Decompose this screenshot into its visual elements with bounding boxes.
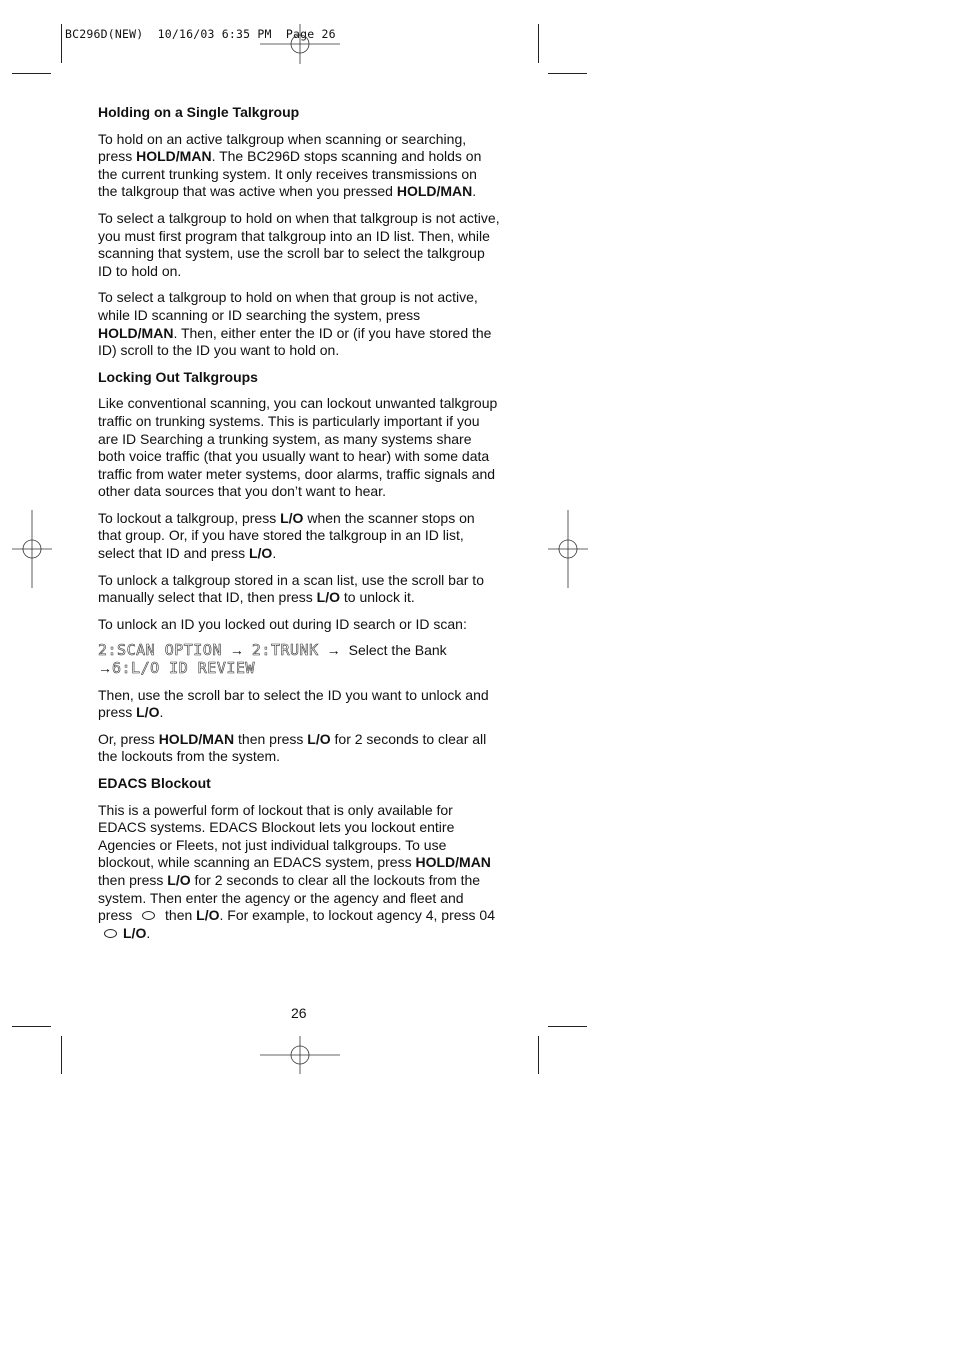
printer-slug: BC296D(NEW) 10/16/03 6:35 PM Page 26 <box>65 27 336 41</box>
heading-locking: Locking Out Talkgroups <box>98 368 258 385</box>
locking-paragraph-2: To lockout a talkgroup, press L/O when the scanner stops on that group. Or, if you have stored the talkgroup in an ID list, select that ID and press L/O. <box>98 509 475 562</box>
lcd-menu-trunk: 2:TRUNK <box>251 641 319 660</box>
select-bank-text: Select the Bank <box>348 642 447 659</box>
lo-key: L/O <box>196 907 220 924</box>
lo-key: L/O <box>280 509 304 526</box>
enter-key-icon <box>104 929 117 938</box>
lo-key: L/O <box>123 924 147 941</box>
registration-mark-top <box>260 24 340 64</box>
locking-paragraph-3: To unlock a talkgroup stored in a scan list, use the scroll bar to manually select that ID, then press L/O to unlock it. <box>98 571 484 606</box>
crop-mark-top-right-h <box>548 73 587 74</box>
locking-paragraph-1: Like conventional scanning, you can lockout unwanted talkgroup traffic on trunking systems. This is particularly important if you are ID Searching a trunking system, as many systems share both voice traffic (that you usually want to hear) with some data traffic from water meter systems, door alarms, traffic signals and other data sources that you don’t want to hear. <box>98 395 498 500</box>
locking-paragraph-5: Then, use the scroll bar to select the ID you want to unlock and press L/O. <box>98 686 489 721</box>
crop-mark-bottom-right-h <box>548 1026 587 1027</box>
holding-paragraph-3: To select a talkgroup to hold on when that group is not active, while ID scanning or ID searching the system, press HOLD/MAN. Then, either enter the ID or (if you have stored the ID) scroll to the ID you want to hold on. <box>98 289 492 359</box>
locking-paragraph-6: Or, press HOLD/MAN then press L/O for 2 seconds to clear all the lockouts from the system. <box>98 730 487 765</box>
lcd-menu-lo-id-review: 6:L/O ID REVIEW <box>112 659 255 678</box>
lo-key: L/O <box>167 871 191 888</box>
crop-mark-top-left-h <box>12 73 51 74</box>
crop-mark-bottom-left-h <box>12 1026 51 1027</box>
page-number: 26 <box>291 1005 307 1021</box>
hold-man-key: HOLD/MAN <box>136 148 212 165</box>
locking-paragraph-4: To unlock an ID you locked out during ID search or ID scan: <box>98 615 467 632</box>
arrow-right-icon: → <box>326 642 341 659</box>
arrow-right-icon: → <box>229 642 244 659</box>
registration-mark-bottom <box>260 1036 340 1074</box>
lcd-menu-scan-option: 2:SCAN OPTION <box>98 641 222 660</box>
hold-man-key: HOLD/MAN <box>98 324 174 341</box>
holding-paragraph-2: To select a talkgroup to hold on when that talkgroup is not active, you must first program that talkgroup into an ID list. Then, while scanning that system, use the scroll bar to select the talkgroup ID to hold on. <box>98 209 500 279</box>
lo-key: L/O <box>248 545 273 562</box>
crop-mark-top-right-v <box>538 24 539 63</box>
registration-mark-left <box>12 510 52 588</box>
crop-mark-top-left-v <box>61 24 62 63</box>
lo-key: L/O <box>316 589 341 606</box>
hold-man-key: HOLD/MAN <box>396 183 473 200</box>
hold-man-key: HOLD/MAN <box>158 730 235 747</box>
heading-holding: Holding on a Single Talkgroup <box>98 104 300 120</box>
edacs-paragraph-1: This is a powerful form of lockout that is only available for EDACS systems. EDACS Blockout lets you lockout entire Agencies or Fleets, not just individual talkgroups. To use blockout, while scanning an EDACS system, press HOLD/MAN then press L/O for 2 seconds to clear all the lockouts from the system. Then enter the agency or the agency and fleet and press then L/O. For example, to lockout agency 4, press 04 L/O. <box>98 801 495 941</box>
hold-man-key: HOLD/MAN <box>415 854 491 871</box>
lo-key: L/O <box>307 730 331 747</box>
page-content <box>98 104 500 951</box>
enter-key-icon <box>142 911 155 920</box>
menu-path <box>98 642 500 677</box>
crop-mark-bottom-right-v <box>538 1036 539 1074</box>
registration-mark-right <box>548 510 588 588</box>
lo-key: L/O <box>136 704 160 721</box>
heading-edacs: EDACS Blockout <box>98 775 211 791</box>
arrow-right-icon: → <box>98 660 112 677</box>
crop-mark-bottom-left-v <box>61 1036 62 1074</box>
holding-paragraph-1: To hold on an active talkgroup when scanning or searching, press HOLD/MAN. The BC296D stops scanning and holds on the current trunking system. It only receives transmissions on the talkgroup that was active when you pressed HOLD/MAN. <box>98 130 482 200</box>
